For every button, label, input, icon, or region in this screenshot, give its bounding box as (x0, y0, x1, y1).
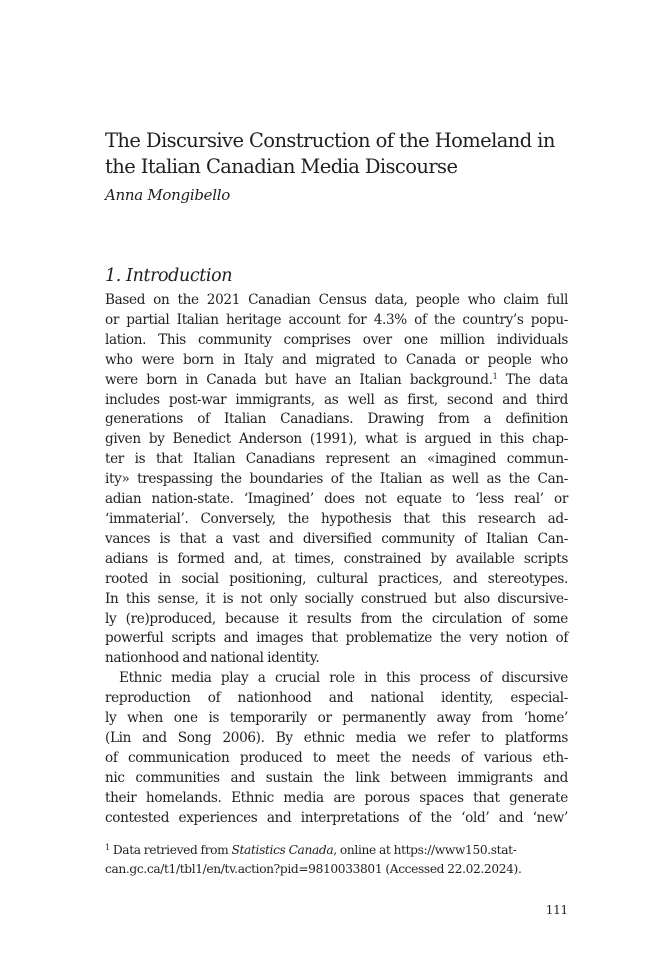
text-line: of communication produced to meet the needs of various eth- (105, 749, 568, 766)
text-line-with-footnote (105, 371, 568, 391)
chapter-title-line-1: The Discursive Construction of the Homeland in (105, 129, 555, 152)
text-line: given by Benedict Anderson (1991), what is argued in this chap- (105, 431, 568, 448)
text-fragment: were born in Canada but have an Italian background. (105, 371, 493, 388)
text-line: Based on the 2021 Canadian Census data, people who claim full (105, 292, 568, 308)
text-line: Ethnic media play a crucial role in this process of discursive (119, 670, 568, 687)
footnote-mark: 1 (105, 843, 110, 852)
text-line: nationhood and national identity. (105, 650, 320, 667)
chapter-author: Anna Mongibello (105, 186, 230, 204)
text-line: ly when one is temporarily or permanently away from ‘home’ (105, 710, 568, 727)
footnote-text: Data retrieved from (109, 843, 232, 857)
chapter-title (105, 128, 568, 180)
text-line: (Lin and Song 2006). By ethnic media we refer to platforms (105, 729, 568, 746)
text-line: reproduction of nationhood and national identity, especial- (105, 690, 568, 707)
text-line: powerful scripts and images that problematize the very notion of (105, 630, 568, 647)
text-line: vances is that a vast and diversified community of Italian Can- (105, 530, 568, 547)
text-line: In this sense, it is not only socially construed but also discursive- (105, 590, 568, 607)
paragraph-2 (105, 669, 568, 828)
text-line: nic communities and sustain the link between immigrants and (105, 769, 568, 786)
text-fragment: The data (497, 371, 568, 388)
text-line: generations of Italian Canadians. Drawing from a definition (105, 411, 568, 428)
body-text (105, 291, 568, 828)
text-line: ter is that Italian Canadians represent an «imagined commun- (105, 451, 568, 468)
text-line: adians is formed and, at times, constrained by available scripts (105, 550, 568, 567)
text-line: ity» trespassing the boundaries of the Italian as well as the Can- (105, 471, 568, 488)
text-line: adian nation-state. ‘Imagined’ does not equate to ‘less real’ or (105, 491, 568, 508)
text-line: or partial Italian heritage account for 4.3% of the country’s popu- (105, 311, 568, 328)
footnote-source: Statistics Canada (231, 843, 334, 857)
footnote (105, 841, 568, 878)
text-line: lation. This community comprises over one million individuals (105, 331, 568, 348)
text-line: ‘immaterial’. Conversely, the hypothesis that this research ad- (105, 510, 568, 527)
page-number: 111 (545, 903, 568, 917)
footnote-line-1 (105, 841, 568, 860)
section-heading: 1. Introduction (105, 266, 233, 286)
chapter-title-line-2: the Italian Canadian Media Discourse (105, 155, 458, 178)
text-line: rooted in social positioning, cultural practices, and stereotypes. (105, 570, 568, 587)
footnote-reference[interactable]: 1 (492, 371, 498, 381)
paragraph-1 (105, 291, 568, 669)
document-page (105, 0, 568, 964)
text-line: ly (re)produced, because it results from the circulation of some (105, 610, 568, 627)
text-line: includes post-war immigrants, as well as first, second and third (105, 391, 568, 408)
text-line: contested experiences and interpretations of the ‘old’ and ‘new’ (105, 809, 568, 826)
text-line: who were born in Italy and migrated to Canada or people who (105, 351, 568, 368)
footnote-line-2: can.gc.ca/t1/tbl1/en/tv.action?pid=9810033801 (Accessed 22.02.2024). (105, 861, 522, 876)
footnote-text: , online at https://www150.stat- (333, 843, 517, 857)
text-line: their homelands. Ethnic media are porous spaces that generate (105, 789, 568, 806)
